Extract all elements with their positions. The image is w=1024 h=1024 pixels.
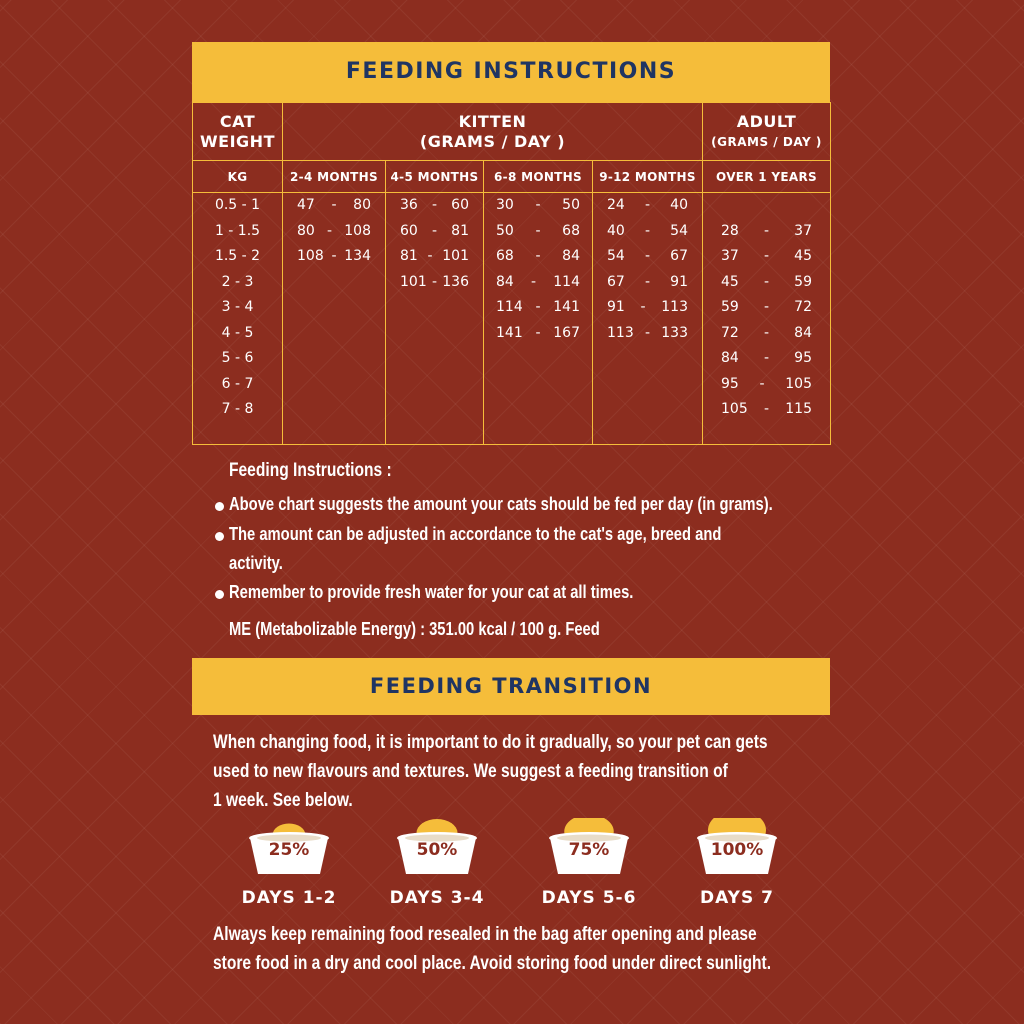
range-min: 36 [400, 197, 418, 213]
feeding-amount-range [386, 244, 483, 270]
range-max: 80 [353, 197, 371, 213]
range-dash: - [535, 248, 541, 264]
header-kitten [283, 103, 703, 161]
feeding-amount-range [593, 321, 702, 347]
range-min: 30 [496, 197, 514, 213]
range-max: 50 [562, 197, 580, 213]
storage-line-2: store food in a dry and cool place. Avoid storing food under direct sunlight. [213, 953, 772, 974]
weight-range: 6 - 7 [221, 375, 254, 392]
range-dash: - [763, 299, 770, 315]
range-min: 67 [607, 273, 625, 290]
range-dash: - [427, 248, 433, 264]
range-min: 54 [607, 248, 625, 264]
range-max: 54 [670, 222, 688, 239]
range-max: 91 [670, 273, 688, 290]
range-max: 113 [661, 299, 688, 315]
storage-line-1: Always keep remaining food resealed in the bag after opening and please [213, 924, 757, 945]
range-min: 80 [297, 222, 315, 239]
range-max: 101 [442, 248, 469, 264]
column-4-5-months [386, 193, 484, 445]
feeding-amount-range [484, 244, 592, 270]
range-dash: - [763, 273, 770, 290]
range-max: 108 [344, 222, 371, 239]
range-dash: - [431, 273, 438, 290]
feeding-amount-range [283, 244, 385, 270]
feeding-amount-range [484, 219, 592, 245]
column-over-1-years [703, 193, 831, 445]
range-min: 141 [496, 324, 523, 341]
header-adult [703, 103, 831, 161]
weight-range: 1.5 - 2 [214, 248, 261, 264]
food-bowl-icon [692, 818, 782, 878]
header-over-1-years: OVER 1 YEARS [703, 161, 831, 193]
range-min: 84 [721, 350, 739, 366]
range-min: 101 [400, 273, 427, 290]
note-bullet-2-line-2: activity. [229, 553, 283, 573]
range-min: 72 [721, 324, 739, 341]
metabolizable-energy: ME (Metabolizable Energy) : 351.00 kcal / 100 g. Feed [229, 619, 600, 639]
range-max: 114 [553, 273, 580, 290]
range-max: 134 [344, 248, 371, 264]
range-dash: - [763, 401, 770, 417]
range-max: 115 [785, 401, 812, 417]
transition-percent: 50% [416, 840, 458, 860]
range-min: 45 [721, 273, 739, 290]
note-bullet-2-line-1: The amount can be adjusted in accordance to the cat's age, breed and [229, 524, 722, 544]
feeding-transition-title: FEEDING TRANSITION [192, 658, 830, 715]
range-min: 114 [496, 299, 523, 315]
header-kg: KG [193, 161, 283, 193]
feeding-amount-range [283, 193, 385, 219]
transition-days-label: DAYS 1-2 [241, 888, 337, 908]
weight-range: 7 - 8 [221, 401, 254, 417]
feeding-amount-range [593, 295, 702, 321]
feeding-amount-range [593, 244, 702, 270]
transition-percent: 100% [710, 840, 764, 860]
range-max: 133 [661, 324, 688, 341]
feeding-amount-range [484, 270, 592, 296]
range-min: 84 [496, 273, 514, 290]
range-dash: - [331, 197, 337, 213]
range-min: 59 [721, 299, 739, 315]
range-min: 81 [400, 248, 418, 264]
food-bowl-icon [244, 818, 334, 878]
weight-range: 0.5 - 1 [214, 197, 261, 213]
feeding-amount-range [386, 193, 483, 219]
feeding-amount-range [593, 193, 702, 219]
note-bullet-1: Above chart suggests the amount your cats should be fed per day (in grams). [229, 494, 773, 514]
feeding-amount-range [593, 219, 702, 245]
transition-intro-line-1: When changing food, it is important to do it gradually, so your pet can gets [213, 732, 768, 753]
range-dash: - [763, 350, 770, 366]
transition-intro-line-3: 1 week. See below. [213, 790, 353, 811]
header-cat-weight: CAT WEIGHT [193, 103, 283, 161]
range-min: 60 [400, 222, 418, 239]
transition-intro-line-2: used to new flavours and textures. We suggest a feeding transition of [213, 761, 728, 782]
range-dash: - [327, 222, 333, 239]
range-dash: - [640, 299, 646, 315]
range-max: 84 [794, 324, 812, 341]
header-6-8-months: 6-8 MONTHS [484, 161, 593, 193]
range-dash: - [644, 197, 651, 213]
header-2-4-months: 2-4 MONTHS [283, 161, 386, 193]
weights-column [193, 193, 283, 445]
column-9-12-months [593, 193, 703, 445]
range-min: 68 [496, 248, 514, 264]
feeding-instructions-title: FEEDING INSTRUCTIONS [192, 42, 830, 102]
range-min: 91 [607, 299, 625, 315]
range-max: 141 [553, 299, 580, 315]
feeding-amount-range [283, 219, 385, 245]
weight-range: 3 - 4 [221, 299, 254, 315]
range-dash: - [763, 222, 770, 239]
range-min: 37 [721, 248, 739, 264]
range-dash: - [763, 248, 770, 264]
feeding-amount-range [703, 270, 830, 296]
range-min: 108 [297, 248, 324, 264]
feeding-amount-range [703, 244, 830, 270]
weight-range: 4 - 5 [221, 324, 254, 341]
range-dash: - [531, 273, 537, 290]
range-dash: - [644, 248, 651, 264]
food-bowl-icon [392, 818, 482, 878]
note-bullet-3: Remember to provide fresh water for your cat at all times. [229, 582, 634, 602]
header-kitten-unit: (GRAMS / DAY ) [419, 131, 566, 151]
feeding-amount-range [386, 219, 483, 245]
range-dash: - [431, 197, 438, 213]
feeding-amount-range [703, 397, 830, 423]
range-dash: - [535, 324, 541, 341]
range-dash: - [763, 324, 770, 341]
feeding-amount-range [703, 321, 830, 347]
weight-range: 2 - 3 [221, 273, 254, 290]
range-dash: - [535, 299, 541, 315]
range-max: 60 [451, 197, 469, 213]
food-bowl-icon [544, 818, 634, 878]
column-6-8-months [484, 193, 593, 445]
header-4-5-months: 4-5 MONTHS [386, 161, 484, 193]
bullet-dot-3 [215, 590, 224, 599]
header-adult-unit: (GRAMS / DAY ) [711, 134, 822, 149]
range-dash: - [644, 324, 651, 341]
transition-percent: 75% [568, 840, 610, 860]
range-dash: - [535, 197, 541, 213]
range-max: 81 [451, 222, 469, 239]
range-max: 95 [794, 350, 812, 366]
transition-days-label: DAYS 7 [700, 888, 774, 908]
range-max: 67 [670, 248, 688, 264]
range-max: 59 [794, 273, 812, 290]
feeding-amount-range [703, 346, 830, 372]
range-max: 136 [442, 273, 469, 290]
feeding-amount-range [386, 270, 483, 296]
bullet-dot-2 [215, 532, 224, 541]
feeding-amount-range [484, 295, 592, 321]
range-dash: - [431, 222, 438, 239]
feeding-amount-range [484, 321, 592, 347]
feeding-amount-range [703, 219, 830, 245]
range-max: 68 [562, 222, 580, 239]
notes-heading: Feeding Instructions : [229, 460, 392, 481]
header-9-12-months: 9-12 MONTHS [593, 161, 703, 193]
range-min: 105 [721, 401, 748, 417]
range-max: 37 [794, 222, 812, 239]
range-max: 40 [670, 197, 688, 213]
range-min: 47 [297, 197, 315, 213]
feeding-amount-range [703, 372, 830, 398]
range-min: 40 [607, 222, 625, 239]
weight-range: 5 - 6 [221, 350, 254, 366]
range-min: 28 [721, 222, 739, 239]
range-min: 113 [607, 324, 634, 341]
range-min: 24 [607, 197, 625, 213]
range-max: 72 [794, 299, 812, 315]
range-max: 45 [794, 248, 812, 264]
feeding-table [192, 102, 831, 445]
feeding-amount-range [703, 295, 830, 321]
feeding-amount-range [484, 193, 592, 219]
header-adult-label: ADULT [736, 111, 797, 131]
range-dash: - [535, 222, 541, 239]
feeding-amount-range [593, 270, 702, 296]
range-dash: - [644, 222, 651, 239]
range-dash: - [644, 273, 651, 290]
transition-days-label: DAYS 5-6 [541, 888, 637, 908]
header-kitten-label: KITTEN [458, 111, 527, 131]
range-max: 84 [562, 248, 580, 264]
bullet-dot-1 [215, 502, 224, 511]
range-min: 95 [721, 375, 739, 392]
range-max: 167 [553, 324, 580, 341]
range-max: 105 [785, 375, 812, 392]
range-dash: - [759, 375, 765, 392]
transition-percent: 25% [268, 840, 310, 860]
range-min: 50 [496, 222, 514, 239]
transition-days-label: DAYS 3-4 [389, 888, 485, 908]
column-2-4-months [283, 193, 386, 445]
weight-range: 1 - 1.5 [214, 222, 261, 239]
range-dash: - [331, 248, 337, 264]
